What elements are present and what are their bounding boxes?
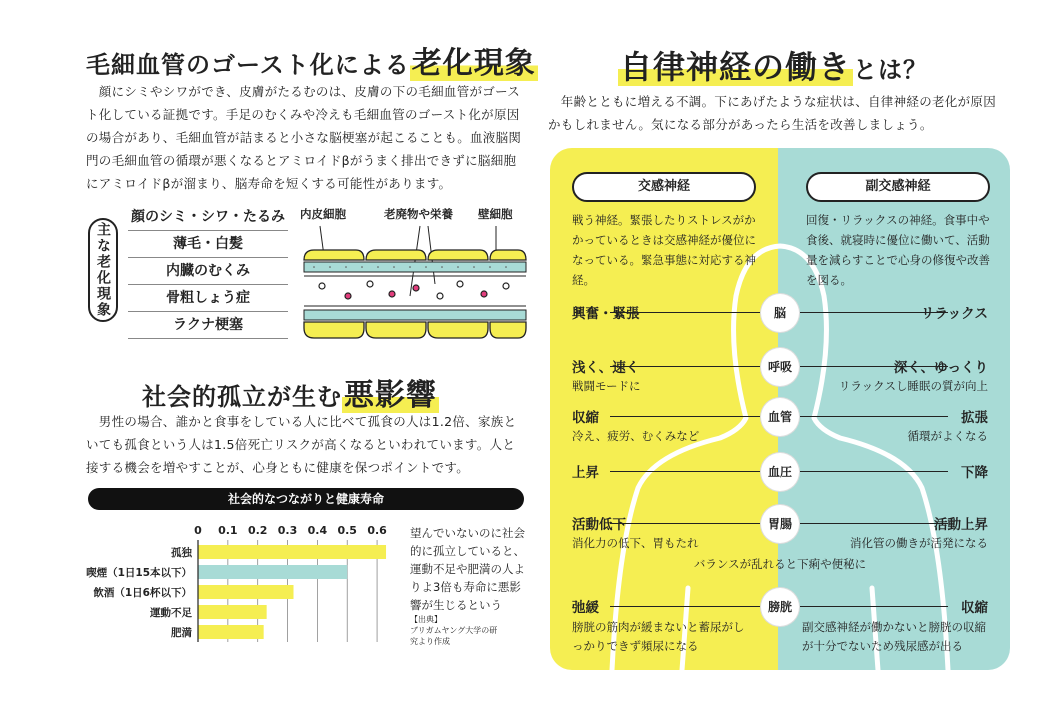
chart-title-bar: 社会的なつながりと健康寿命 bbox=[88, 488, 524, 510]
sympathetic-note: 冷え、疲労、むくみなど bbox=[572, 429, 700, 443]
connector-line-right bbox=[800, 523, 948, 524]
connector-line-left bbox=[610, 523, 760, 524]
symptom-item: 骨粗しょう症 bbox=[128, 285, 288, 312]
aging-heading-plain: 毛細血管のゴースト化による bbox=[86, 51, 410, 79]
autonomic-heading bbox=[618, 42, 928, 88]
chart-category-label: 喫煙（1日15本以下） bbox=[86, 567, 192, 579]
balance-note: バランスが乱れると下痢や便秘に bbox=[693, 557, 867, 571]
symptom-item: ラクナ梗塞 bbox=[128, 312, 288, 339]
social-heading-plain: 社会的孤立が生む bbox=[142, 383, 342, 411]
chart-source-label: 【出典】 bbox=[410, 615, 442, 624]
nerve-panel bbox=[550, 148, 1010, 670]
parasympathetic-effect: 下降 bbox=[961, 465, 988, 481]
sympathetic-effect: 収縮 bbox=[572, 410, 599, 426]
organ-badge: 血圧 bbox=[761, 453, 799, 491]
connector-line-right bbox=[800, 471, 948, 472]
organ-badge: 脳 bbox=[761, 294, 799, 332]
chart-bar bbox=[198, 585, 294, 599]
parasympathetic-note: リラックスし睡眠の質が向上 bbox=[838, 379, 988, 393]
organ-badge: 血管 bbox=[761, 398, 799, 436]
aging-heading-highlight: 老化現象 bbox=[411, 46, 536, 81]
parasympathetic-note: 循環がよくなる bbox=[907, 429, 988, 443]
parasympathetic-effect: 拡張 bbox=[961, 410, 988, 426]
symptom-item: 薄毛・白髪 bbox=[128, 231, 288, 258]
sympathetic-note: 膀胱の筋肉が緩まないと蓄尿がしっかりできず頻尿になる bbox=[572, 620, 745, 653]
autonomic-heading-highlight: 自律神経の働き bbox=[620, 48, 852, 86]
chart-tick-label: 0 bbox=[194, 524, 202, 537]
connector-line-left bbox=[610, 471, 760, 472]
diagram-label-endothelial: 内皮細胞 bbox=[300, 207, 346, 221]
parasympathetic-note: 消化管の働きが活発になる bbox=[850, 536, 988, 550]
connector-line-right bbox=[800, 606, 948, 607]
chart-tick-label: 0.5 bbox=[337, 524, 357, 537]
chart-tick-label: 0.1 bbox=[218, 524, 238, 537]
sympathetic-effect: 上昇 bbox=[572, 465, 599, 481]
social-heading-highlight: 悪影響 bbox=[344, 378, 437, 413]
chart-bar bbox=[198, 545, 386, 559]
symptom-item: 顔のシミ・シワ・たるみ bbox=[128, 204, 288, 231]
aging-heading bbox=[86, 38, 538, 82]
sympathetic-effect: 弛緩 bbox=[572, 600, 599, 616]
connector-line-right bbox=[800, 416, 948, 417]
social-paragraph: 男性の場合、誰かと食事をしている人に比べて孤食の人は1.2倍、家族といても孤食という人は1.5倍死亡リスクが高くなるといわれています。人と接する機会を増やすことが、心身ともに健康を保つポイントです。 bbox=[86, 414, 517, 475]
chart-category-label: 運動不足 bbox=[150, 607, 192, 619]
parasympathetic-effect: 深く、ゆっくり bbox=[893, 360, 988, 376]
parasympathetic-desc: 回復・リラックスの神経。食事中や食後、就寝時に優位に働いて、活動量を減らすことで心身の修復や改善を図る。 bbox=[806, 213, 990, 287]
parasympathetic-effect: 収縮 bbox=[961, 600, 988, 616]
health-chart bbox=[80, 520, 400, 660]
symptom-item: 内臓のむくみ bbox=[128, 258, 288, 285]
connector-line-left bbox=[610, 606, 760, 607]
chart-tick-label: 0.3 bbox=[277, 524, 298, 537]
organ-badge: 呼吸 bbox=[761, 348, 799, 386]
capillary-illustration bbox=[300, 222, 530, 342]
sympathetic-desc: 戦う神経。緊張したりストレスがかかっているときは交感神経が優位になっている。緊急事態に対応する神経。 bbox=[572, 213, 756, 287]
chart-tick-label: 0.6 bbox=[367, 524, 387, 537]
chart-category-label: 飲酒（1日6杯以下） bbox=[93, 587, 192, 599]
organ-badge: 膀胱 bbox=[761, 588, 799, 626]
social-heading bbox=[142, 370, 439, 414]
chart-tick-label: 0.2 bbox=[247, 524, 268, 537]
aging-paragraph: 顔にシミやシワができ、皮膚がたるむのは、皮膚の下の毛細血管がゴースト化している証拠です。手足のむくみや冷えも毛細血管のゴースト化が原因の場合があり、毛細血管が詰まると小さな脳梗塞が起こることも。血液脳関門の毛細血管の循環が悪くなるとアミロイドβがうまく排出できずに脳細胞にアミロイドβが溜まり、脳寿命を短くする可能性があります。 bbox=[86, 84, 522, 191]
sympathetic-effect: 浅く、速く bbox=[572, 360, 640, 376]
chart-source: ブリガムヤング大学の研究より作成 bbox=[410, 626, 498, 646]
parasympathetic-pill: 副交感神経 bbox=[806, 172, 990, 202]
connector-line-left bbox=[610, 416, 760, 417]
parasympathetic-effect: リラックス bbox=[920, 306, 988, 322]
aging-symptoms-label: 主な老化現象 bbox=[88, 218, 118, 322]
sympathetic-note: 戦闘モードに bbox=[572, 379, 641, 393]
chart-category-label: 肥満 bbox=[171, 627, 192, 639]
aging-symptom-list bbox=[128, 204, 288, 339]
sympathetic-pill: 交感神経 bbox=[572, 172, 756, 202]
chart-category-label: 孤独 bbox=[171, 547, 192, 559]
autonomic-intro: 年齢とともに増える不調。下にあげたような症状は、自律神経の老化が原因かもしれません。気になる部分があったら生活を改善しましょう。 bbox=[548, 94, 997, 132]
diagram-label-waste: 老廃物や栄養 bbox=[384, 207, 453, 221]
parasympathetic-note: 副交感神経が働かないと膀胱の収縮が十分でないため残尿感が出る bbox=[802, 620, 986, 653]
sympathetic-note: 消化力の低下、胃もたれ bbox=[572, 536, 699, 550]
sympathetic-effect: 興奮・緊張 bbox=[572, 306, 640, 322]
organ-badge: 胃腸 bbox=[761, 505, 799, 543]
chart-note: 望んでいないのに社会的に孤立していると、運動不足や肥満の人よりよ3倍も寿命に悪影響が生じるという bbox=[410, 526, 525, 612]
sympathetic-effect: 活動低下 bbox=[572, 517, 626, 533]
autonomic-heading-plain: とは？ bbox=[853, 56, 929, 84]
capillary-diagram bbox=[300, 204, 530, 344]
diagram-label-pericyte: 壁細胞 bbox=[478, 207, 513, 221]
parasympathetic-effect: 活動上昇 bbox=[934, 517, 988, 533]
chart-bar bbox=[198, 605, 267, 619]
chart-bar bbox=[198, 625, 264, 639]
chart-tick-label: 0.4 bbox=[307, 524, 328, 537]
chart-bar bbox=[198, 565, 347, 579]
